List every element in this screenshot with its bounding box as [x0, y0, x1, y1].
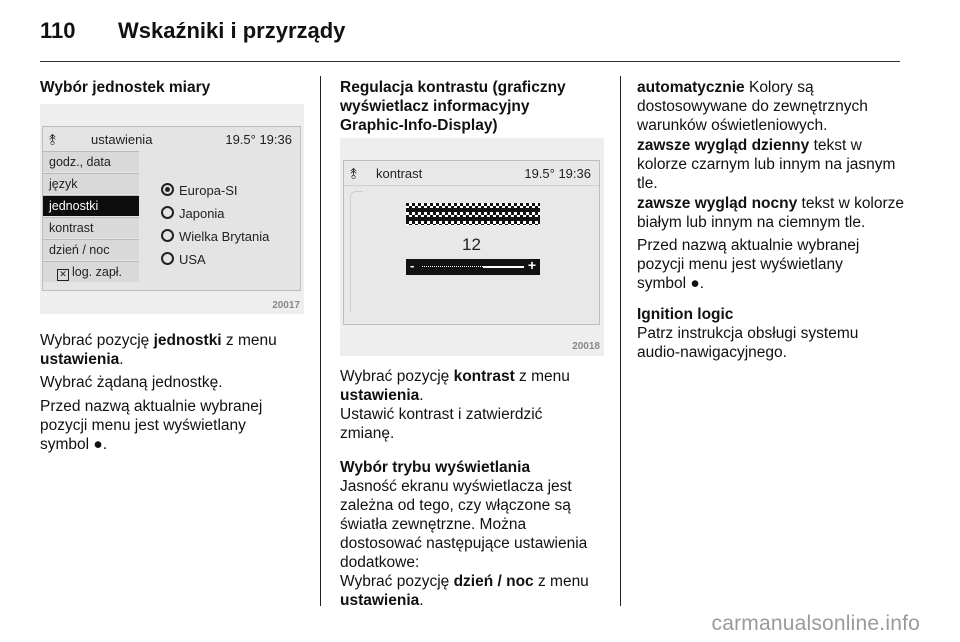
section-heading-units: Wybór jednostek miary: [40, 79, 211, 96]
paragraph-brightness: Jasność ekranu wyświetlacza jest zależna od tego, czy włączone są światła zewnętrzne. Można dostosować następujące ustawienia dodatkowe:: [340, 478, 588, 571]
radio-selected-icon: [161, 183, 174, 196]
checkbox-icon: ✕: [57, 269, 69, 281]
option-label: Japonia: [179, 206, 225, 221]
section-heading-contrast: Regulacja kontrastu (graficzny wyświetlacz informacyjny Graphic-Info-Display): [340, 79, 566, 134]
menu-item-ignition-label: log. zapł.: [72, 265, 123, 279]
option-japonia[interactable]: [161, 206, 225, 221]
menu-item-time-date[interactable]: godz., data: [43, 151, 139, 172]
display-screen: [42, 126, 301, 291]
term-ustawienia: ustawienia: [340, 592, 420, 609]
term-kontrast: kontrast: [453, 368, 515, 385]
screen-title-bar: [344, 161, 599, 186]
page-number: 110: [40, 18, 76, 43]
screen-title: kontrast: [376, 166, 423, 181]
settings-icon: ⥉: [350, 166, 358, 183]
option-label: USA: [179, 252, 206, 267]
paragraph-current-marker: Przed nazwą aktualnie wybranej pozycji menu jest wyświetlany symbol ●.: [40, 398, 263, 453]
paragraph-adjust-contrast: Ustawić kontrast i zatwierdzić zmianę.: [340, 406, 543, 442]
section-heading-display-mode: Wybór trybu wyświetlania: [340, 459, 531, 476]
term-jednostki: jednostki: [153, 332, 222, 349]
option-label: Wielka Brytania: [179, 229, 270, 244]
figure-contrast-screen: [340, 138, 604, 356]
display-screen: [343, 160, 600, 325]
term-day-look: zawsze wygląd dzienny: [637, 137, 810, 154]
temp-time-readout: 19.5° 19:36: [524, 166, 591, 181]
paragraph-select-units: Wybrać pozycję jednostki z menu ustawienia.: [40, 332, 277, 368]
slider-minus-icon[interactable]: -: [410, 258, 415, 273]
paragraph-day-look: zawsze wygląd dzienny tekst w kolorze czarnym lub innym na jasnym tle.: [637, 137, 896, 192]
term-dzien-noc: dzień / noc: [453, 573, 534, 590]
column-divider-1: [320, 76, 321, 606]
slider-track-dotted: [422, 266, 483, 268]
paragraph-current-marker: Przed nazwą aktualnie wybranej pozycji menu jest wyświetlany symbol ●.: [637, 237, 860, 292]
slider-fill: [483, 266, 524, 268]
figure-units-screen: [40, 104, 304, 314]
paragraph-select-day-night: Wybrać pozycję dzień / noc z menu ustawienia.: [340, 573, 589, 609]
paragraph-choose-unit: Wybrać żądaną jednostkę.: [40, 374, 223, 391]
header-divider: [40, 61, 900, 62]
paragraph-automatic: automatycznie Kolory są dostosowywane do zewnętrznych warunków oświetleniowych.: [637, 79, 868, 134]
radio-icon: [161, 252, 174, 265]
screen-title: ustawienia: [91, 132, 153, 147]
option-usa[interactable]: [161, 252, 206, 267]
option-label: Europa-SI: [179, 183, 238, 198]
column-divider-2: [620, 76, 621, 606]
radio-icon: [161, 229, 174, 242]
figure-number: 20017: [272, 300, 300, 311]
option-europa-si[interactable]: [161, 183, 238, 198]
menu-item-day-night[interactable]: dzień / noc: [43, 239, 139, 260]
term-ustawienia: ustawienia: [40, 351, 120, 368]
menu-item-ignition-logic[interactable]: [43, 261, 139, 282]
page-title: Wskaźniki i przyrządy: [118, 18, 346, 43]
paragraph-select-contrast: Wybrać pozycję kontrast z menu ustawienia.: [340, 368, 570, 404]
temp-time-readout: 19.5° 19:36: [225, 132, 292, 147]
contrast-slider[interactable]: [406, 259, 540, 275]
radio-icon: [161, 206, 174, 219]
contrast-value: 12: [462, 235, 481, 254]
slider-plus-icon[interactable]: +: [527, 257, 536, 273]
figure-number: 20018: [572, 341, 600, 352]
term-night-look: zawsze wygląd nocny: [637, 195, 798, 212]
paragraph-night-look: zawsze wygląd nocny tekst w kolorze białym lub innym na ciemnym tle.: [637, 195, 905, 231]
watermark: carmanualsonline.info: [711, 612, 920, 635]
menu-item-contrast[interactable]: kontrast: [43, 217, 139, 238]
paragraph-ignition-logic: Patrz instrukcja obsługi systemu audio-nawigacyjnego.: [637, 325, 859, 361]
menu-item-units[interactable]: jednostki: [43, 195, 139, 216]
settings-icon: ⥉: [49, 132, 57, 149]
term-automatycznie: automatycznie: [637, 79, 745, 96]
menu-item-language[interactable]: język: [43, 173, 139, 194]
term-ustawienia: ustawienia: [340, 387, 420, 404]
screen-title-bar: [43, 127, 300, 151]
contrast-pattern-icon: [406, 203, 540, 225]
option-uk[interactable]: [161, 229, 269, 244]
section-heading-ignition-logic: Ignition logic: [637, 306, 734, 323]
